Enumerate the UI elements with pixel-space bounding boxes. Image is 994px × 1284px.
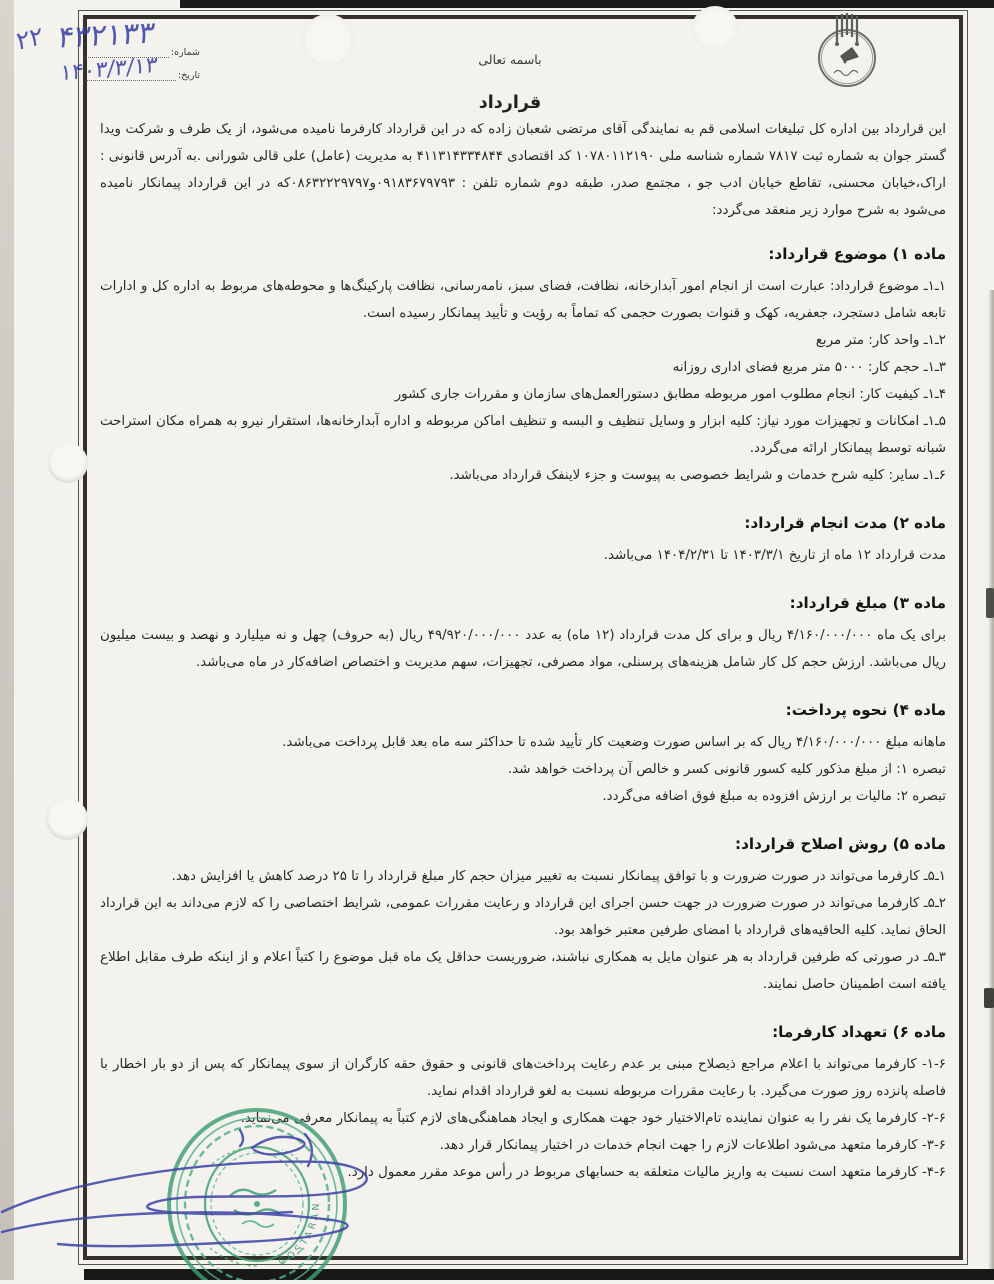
bismillah-text: باسمه تعالی bbox=[478, 52, 542, 67]
article-5-item: ۳ـ۵ـ در صورتی که طرفین قرارداد به هر عنوان مایل به همکاری نباشند، ضروریست حداقل یک ماه قبل موضوع را کتباً اعلام و از اینکه طرف مقابل اطلاع یافته است اطمینان حاصل نمایند. bbox=[100, 950, 946, 992]
scan-left-edge bbox=[0, 0, 14, 1280]
handwritten-date: ۱۴۰۳/۳/۱۳ bbox=[59, 52, 159, 87]
article-4-item: تبصره ۲: مالیات بر ارزش افزوده به مبلغ فوق اضافه می‌گردد. bbox=[602, 789, 946, 804]
scan-edge-mark bbox=[984, 988, 994, 1008]
article-5-item: ۱ـ۵ـ کارفرما می‌تواند در صورت ضرورت و با توافق پیمانکار نسبت به تغییر میزان حجم کار مبلغ قرارداد را تا ۲۵ درصد کاهش یا افزایش دهد. bbox=[171, 869, 946, 884]
handwritten-contract-number: ۴۳۲۱۳۳ bbox=[55, 15, 157, 56]
handwritten-signature bbox=[0, 1100, 420, 1284]
article-1-heading: ماده ۱) موضوع قرارداد: bbox=[768, 245, 946, 263]
article-4-item: ماهانه مبلغ ۴/۱۶۰/۰۰۰/۰۰۰ ریال که بر اساس صورت وضعیت کار تأیید شده تا حداکثر سه ماه بعد قابل پرداخت می‌باشد. bbox=[282, 735, 946, 750]
article-1-item: ۶ـ۱ـ سایر: کلیه شرح خدمات و شرایط خصوصی به پیوست و جزء لاینفک قرارداد می‌باشد. bbox=[449, 468, 946, 483]
stamp-ring-text: GOSTARAN bbox=[276, 1199, 323, 1268]
date-label: تاریخ: bbox=[177, 70, 200, 81]
punch-hole bbox=[48, 443, 88, 483]
article-6-item: ۳-۶- کارفرما متعهد می‌شود اطلاعات لازم را جهت انجام خدمات در اختیار پیمانکار قرار دهد. bbox=[439, 1138, 946, 1153]
article-6-item: ۱-۶- کارفرما می‌تواند با اعلام مراجع ذیصلاح مبنی بر عدم رعایت پرداخت‌های قانونی و حقوق حقه کارگران از سوی پیمانکار که پس از دو بار اخطار با فاصله پانزده روز صورت می‌گیرد. با رعایت مقررات مربوطه نسبت به لغو قرارداد اقدام نماید. bbox=[100, 1057, 946, 1099]
page-title: قرارداد bbox=[478, 93, 542, 113]
intro-paragraph: این قرارداد بین اداره کل تبلیغات اسلامی قم به نمایندگی آقای مرتضی شعبان زاده که در این قرارداد کارفرما نامیده می‌شود، از یک طرف و شرکت ویدا گستر جوان به شماره ثبت ۷۸۱۷ شماره شناسه ملی ۱۰۷۸۰۱۱۲۱۹۰ کد اقتصادی ۴۱۱۳۱۴۳۳۴۸۴۴ به مدیریت (عامل) علی قالی شورانی .به آدرس قانونی : اراک،خیابان محسنی، تقاطع خیابان ادب جو ، مجتمع صدر، طبقه دوم شماره تلفن : ۰۹۱۸۳۶۷۹۷۹۳و۰۸۶۳۲۲۲۹۷۹۷که در این قرارداد پیمانکار نامیده می‌شود به شرح موارد زیر منعقد می‌گردد: bbox=[100, 122, 946, 218]
handwritten-margin-note: ۲۲ bbox=[14, 20, 44, 57]
article-4-heading: ماده ۴) نحوه پرداخت: bbox=[785, 701, 946, 719]
punch-hole bbox=[46, 798, 88, 840]
article-1-item: ۲ـ۱ـ واحد کار: متر مربع bbox=[815, 333, 946, 348]
article-2-heading: ماده ۲) مدت انجام قرارداد: bbox=[744, 514, 946, 532]
article-5-item: ۲ـ۵ـ کارفرما می‌تواند در صورت ضرورت در جهت حسن اجرای این قرارداد و رعایت مقررات عمومی، شرایط اختصاصی را که لازم می‌داند به این قرارداد الحاق نماید. کلیه الحاقیه‌های قرارداد با امضای طرفین معتبر خواهد بود. bbox=[100, 896, 946, 938]
article-1-item: ۴ـ۱ـ کیفیت کار: انجام مطلوب امور مربوطه مطابق دستورالعمل‌های سازمان و مقررات جاری کشور bbox=[394, 387, 946, 402]
article-6-heading: ماده ۶) تعهداد کارفرما: bbox=[772, 1023, 946, 1041]
article-1-item: ۱ـ۱ـ موضوع قرارداد: عبارت است از انجام امور آبدارخانه، نظافت، فضای سبز، نامه‌رسانی، نظافت پارکینگ‌ها و محوطه‌های مربوط به اداره کل و ادارات تابعه شامل دستجرد، جعفریه، کهک و قنوات بصورت حجمی که تماماً به رؤیت و تأیید پیمانکار رسیده است. bbox=[100, 279, 946, 321]
article-3-heading: ماده ۳) مبلغ قرارداد: bbox=[789, 594, 946, 612]
number-label: شماره: bbox=[170, 47, 200, 58]
contract-body bbox=[100, 116, 946, 1186]
organization-emblem-icon bbox=[812, 10, 882, 99]
article-6-item: ۴-۶- کارفرما متعهد است نسبت به واریز مالیات متعلقه به حسابهای مربوط در رأس موعد مقرر معمول دارد. bbox=[347, 1165, 946, 1180]
article-5-heading: ماده ۵) روش اصلاح قرارداد: bbox=[735, 835, 946, 853]
scan-top-black-bar bbox=[180, 0, 994, 8]
article-6-item: ۲-۶- کارفرما یک نفر را به عنوان نماینده تام‌الاختیار خود جهت همکاری و ایجاد هماهنگی‌های لازم کتباً به پیمانکار معرفی می‌نماید. bbox=[240, 1111, 946, 1126]
article-3-item: برای یک ماه ۴/۱۶۰/۰۰۰/۰۰۰ ریال و برای کل مدت قرارداد (۱۲ ماه) به عدد ۴۹/۹۲۰/۰۰۰/۰۰۰ ریال (به حروف) چهل و نه میلیارد و نهصد و بیست میلیون ریال می‌باشد. ارزش حجم کل کار شامل هزینه‌های پرسنلی، مواد مصرفی، تجهیزات، سهم مدیریت و اختصاص اضافه‌کار در ماه می‌باشد. bbox=[100, 628, 946, 670]
scan-artifact-circle bbox=[692, 6, 738, 50]
article-1-item: ۳ـ۱ـ حجم کار: ۵۰۰۰ متر مربع فضای اداری روزانه bbox=[672, 360, 946, 375]
article-2-item: مدت قرارداد ۱۲ ماه از تاریخ ۱۴۰۳/۳/۱ تا ۱۴۰۴/۲/۳۱ می‌باشد. bbox=[603, 548, 946, 563]
article-1-item: ۵ـ۱ـ امکانات و تجهیزات مورد نیاز: کلیه ابزار و وسایل تنظیف و البسه و تنظیف اماکن مربوطه و اداره آبدارخانه‌ها، استقرار نیرو به همراه مکان استراحت شبانه توسط پیمانکار ارائه می‌گردد. bbox=[100, 414, 946, 456]
scan-artifact-circle bbox=[302, 14, 354, 66]
scan-edge-mark bbox=[986, 588, 994, 618]
article-4-item: تبصره ۱: از مبلغ مذکور کلیه کسور قانونی کسر و خالص آن پرداخت خواهد شد. bbox=[507, 762, 946, 777]
scan-right-edge-shadow bbox=[988, 290, 994, 1280]
